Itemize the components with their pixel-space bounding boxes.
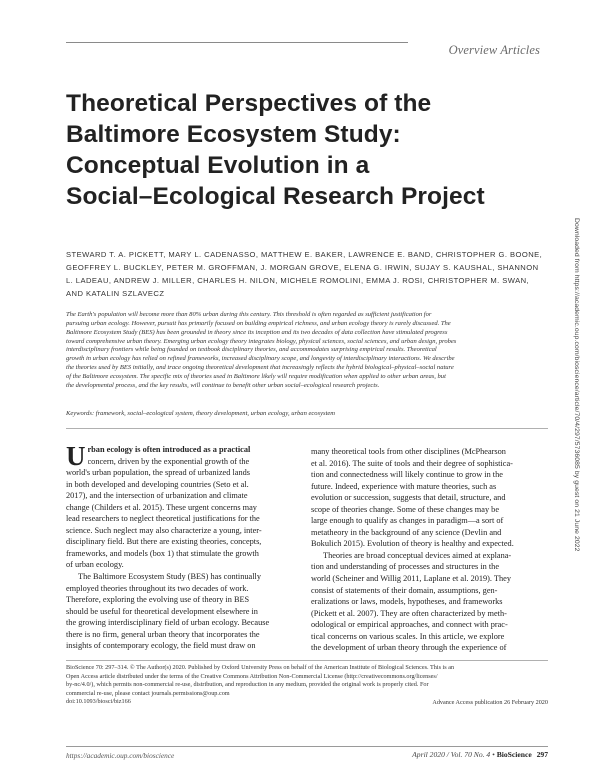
- footnote-line: Open Access article distributed under the terms of the Creative Commons Attribution Non-Commercial License (http://creativecommons.org/licenses/: [66, 672, 438, 680]
- title-line: Conceptual Evolution in a: [66, 152, 370, 179]
- body-line: insights of contemporary ecology, the field must draw on: [66, 641, 256, 651]
- drop-cap: U: [66, 441, 86, 471]
- body-line: Therefore, exploring the evolving use of theory in BES: [66, 595, 250, 605]
- journal-name: BioScience: [496, 750, 532, 759]
- abstract-line: Baltimore Ecosystem Study (BES) has been grounded in theory since its inception and its two decades of data collection have stimulated progress: [66, 328, 448, 336]
- abstract-rule: [66, 428, 548, 429]
- lead-in: rban ecology is often introduced as a practical: [87, 445, 251, 454]
- body-line: tion and connectedness will likely continue to grow in the: [311, 470, 503, 480]
- body-line: employed theories throughout its two decades of work.: [66, 583, 249, 593]
- footnote-line: by-nc/4.0/), which permits non-commercial re-use, distribution, and reproduction in any medium, provided the original work is properly cited. For: [66, 681, 429, 689]
- body-line: odological or empirical approaches, and connect with prac-: [311, 620, 508, 630]
- abstract-line: of the Baltimore ecosystem. The specific mix of theories used in Baltimore likely will require modification when applied to other urban areas, but: [66, 372, 446, 380]
- body-line: of urban ecology.: [66, 560, 124, 570]
- journal-url[interactable]: https://academic.oup.com/bioscience: [66, 751, 175, 760]
- body-line: there is no firm, general urban theory that incorporates the: [66, 629, 260, 639]
- advance-access-note: Advance Access publication 26 February 2020: [432, 699, 548, 706]
- download-watermark: Downloaded from https://academic.oup.com/bioscience/article/70/4/297/5736085 by guest on 21 June 2022: [573, 218, 580, 552]
- body-line: frameworks, and models (box 1) that stimulate the growth: [66, 548, 259, 558]
- body-line: large enough to qualify as changes in paradigm—a sort of: [311, 516, 504, 526]
- footnote-line: BioScience 70: 297–314. © The Author(s) 2020. Published by Oxford University Press on behalf of the American Institute of Biological Sciences. This is an: [66, 664, 455, 671]
- header-rule: [66, 42, 408, 43]
- body-line: should be useful for theoretical development elsewhere in: [66, 606, 258, 616]
- body-line: disciplinary field. But there are existing theories, concepts,: [66, 537, 262, 547]
- section-label: Overview Articles: [448, 43, 540, 57]
- body-line: metatheory in the background of any science (Devlin and: [311, 527, 502, 537]
- body-line: concern, driven by the exponential growth of the: [87, 456, 250, 466]
- keywords: Keywords: framework, social–ecological system, theory development, urban ecology, urban ecosystem: [66, 410, 336, 417]
- body-line: tion and understanding of processes and structures in the: [311, 562, 500, 572]
- issue-info: [412, 750, 548, 759]
- body-line: lead researchers to neglect theoretical justifications for the: [66, 514, 260, 524]
- body-line: consist of statements of their domain, assumptions, gen-: [311, 585, 498, 595]
- footnote-line: commercial re-use, please contact journals.permissions@oup.com: [66, 689, 230, 697]
- footnote-rule: [66, 660, 548, 661]
- title-line: Theoretical Perspectives of the: [66, 90, 432, 117]
- body-column-right: [311, 446, 546, 654]
- doi: doi:10.1093/biosci/biz166: [66, 698, 131, 706]
- body-line: world's urban population, the spread of urbanized lands: [66, 468, 250, 478]
- abstract-line: The Earth's population will become more than 80% urban during this century. This threshold is often regarded as sufficient justification for: [66, 311, 432, 318]
- body-line: Theories are broad conceptual devices aimed at explana-: [323, 550, 512, 560]
- body-line: science. Such neglect may also characterize a young, inter-: [66, 525, 262, 535]
- body-column-left: [66, 441, 292, 652]
- issue-date: April 2020 / Vol. 70 No. 4 •: [412, 750, 495, 759]
- title-line: Baltimore Ecosystem Study:: [66, 121, 401, 148]
- body-line: eralizations or laws, models, hypotheses, and frameworks: [311, 597, 503, 607]
- abstract-line: interdisciplinary frontiers while being founded on textbook disciplinary theories, and accommodates surprising empirical results. Theoretical: [66, 346, 437, 354]
- article-title: [66, 88, 556, 212]
- abstract-line: growth in urban ecology has relied on refined frameworks, increased disciplinary scope, and longevity of interdisciplinary interactions. We describe: [66, 355, 455, 363]
- body-line: scope of theories change. Some of these changes may be: [311, 504, 499, 514]
- body-line: many theoretical tools from other disciplines (McPhearson: [311, 447, 506, 456]
- body-line: in both developed and developing countries (Seto et al.: [66, 479, 249, 489]
- body-line: 2017), and the intersection of urbanization and climate: [66, 491, 248, 501]
- body-line: tical concerns on various scales. In this article, we explore: [311, 631, 505, 641]
- title-line: Social–Ecological Research Project: [66, 183, 485, 210]
- body-line: the development of urban theory through the experience of: [311, 643, 507, 653]
- abstract-line: the developmental process, and the key results, will continue to benefit other urban social–ecological research projects.: [66, 381, 380, 389]
- body-line: future. Indeed, experience with mature theories, such as: [311, 481, 497, 491]
- body-line: change (Childers et al. 2015). These urgent concerns may: [66, 502, 257, 512]
- abstract: [66, 311, 548, 391]
- abstract-line: toward comprehensive urban theory. Emerging urban ecology theory integrates biology, physical sciences, social sciences, and urban design, probes: [66, 337, 457, 345]
- body-line: world (Scheiner and Willig 2011, Laplane et al. 2019). They: [311, 574, 511, 584]
- body-line: (Pickett et al. 2007). They are often characterized by meth-: [311, 608, 507, 618]
- footer-rule: [66, 746, 548, 747]
- abstract-line: the theories used by BES initially, and trace ongoing theoretical development that increasingly reflects the hybrid biological–physical–social nature: [66, 364, 454, 372]
- body-line: Bokulich 2015). Evolution of theory is healthy and expected.: [311, 539, 514, 549]
- body-line: et al. 2016). The suite of tools and their degree of sophistica-: [311, 458, 513, 468]
- author-list: STEWARD T. A. PICKETT, MARY L. CADENASSO, MATTHEW E. BAKER, LAWRENCE E. BAND, CHRISTOPHER G. BOONE, GEOFFREY L. BUCKLEY, PETER M. GROFFMAN, J. MORGAN GROVE, ELENA G. IRWIN, SUJAY S. KAUSHAL, SHANNON L. LADEAU, ANDREW J. MILLER, CHARLES H. NILON, MICHELE ROMOLINI, EMMA J. ROSI, CHRISTOPHER M. SWAN, AND KATALIN SZLAVECZ: [66, 250, 543, 298]
- body-line: the growing interdisciplinary field of urban ecology. Because: [66, 618, 270, 628]
- abstract-line: pursuing urban ecology. However, pursuit has primarily focused on building empirical richness, and urban ecology theory is rarely discussed. The: [66, 319, 451, 327]
- body-line: The Baltimore Ecosystem Study (BES) has continually: [78, 572, 261, 582]
- page-number: 297: [536, 750, 548, 759]
- body-line: evolution or succession, suggests that detail, structure, and: [311, 493, 506, 503]
